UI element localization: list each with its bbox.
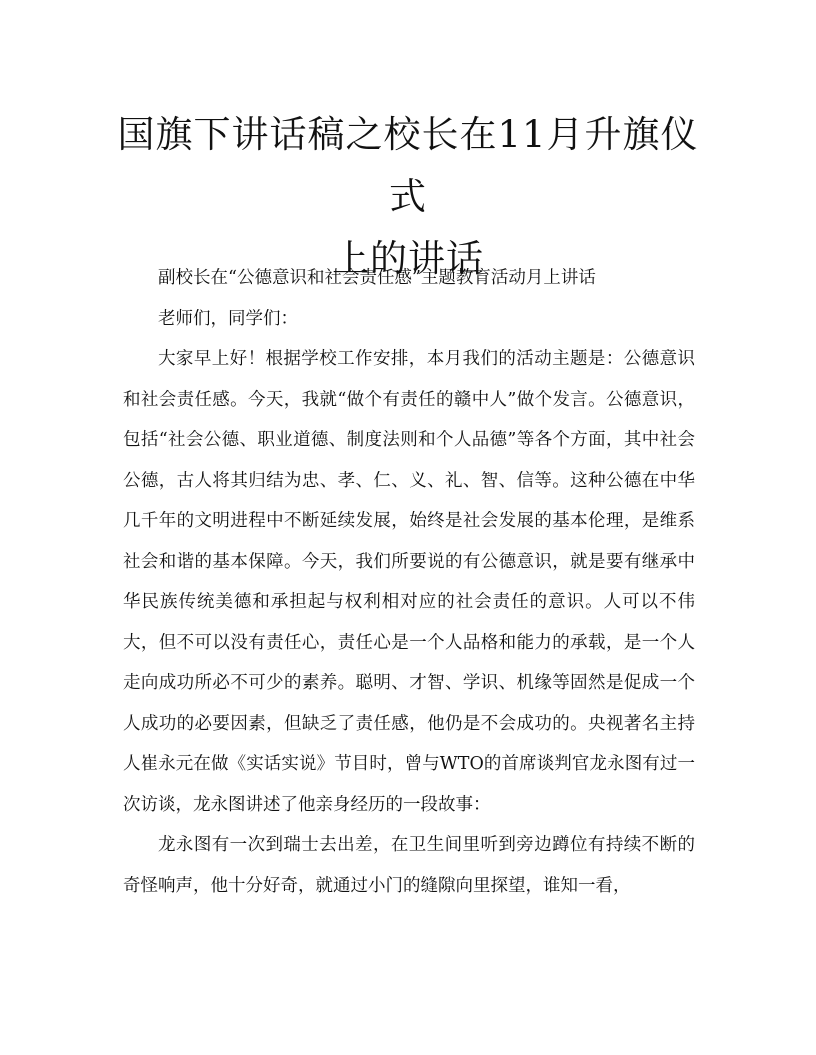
paragraph-salutation: 老师们，同学们： [158,308,298,329]
paragraph-subtitle: 副校长在“公德意识和社会责任感”主题教育活动月上讲话 [158,268,596,288]
paragraph-story: 龙永图有一次到瑞士去出差，在卫生间里听到旁边蹲位有持续不断的奇怪响声，他十分好奇，就通过小门的缝隙向里探望，谁知一看， [123,835,695,896]
document-body [123,258,695,906]
paragraph-main: 大家早上好！根据学校工作安排，本月我们的活动主题是：公德意识和社会责任感。今天，我就“做个有责任的赣中人”做个发言。公德意识，包括“社会公德、职业道德、制度法则和个人品德”等各个方面，其中社会公德，古人将其归结为忠、孝、仁、义、礼、智、信等。这种公德在中华几千年的文明进程中不断延续发展，始终是社会发展的基本伦理，是维系社会和谐的基本保障。今天，我们所要说的有公德意识，就是要有继承中华民族传统美德和承担起与权利相对应的社会责任的意识。人可以不伟大，但不可以没有责任心，责任心是一个人品格和能力的承载，是一个人走向成功所必不可少的素养。聪明、才智、学识、机缘等固然是促成一个人成功的必要因素，但缺乏了责任感，他仍是不会成功的。央视著名主持人崔永元在做《实话实说》节目时，曾与WTO的首席谈判官龙永图有过一次访谈，龙永图讲述了他亲身经历的一段故事： [123,349,695,815]
title-line-1: 国旗下讲话稿之校长在11月升旗仪式 [117,113,699,218]
title-line-2: 上的讲话 [332,237,484,280]
